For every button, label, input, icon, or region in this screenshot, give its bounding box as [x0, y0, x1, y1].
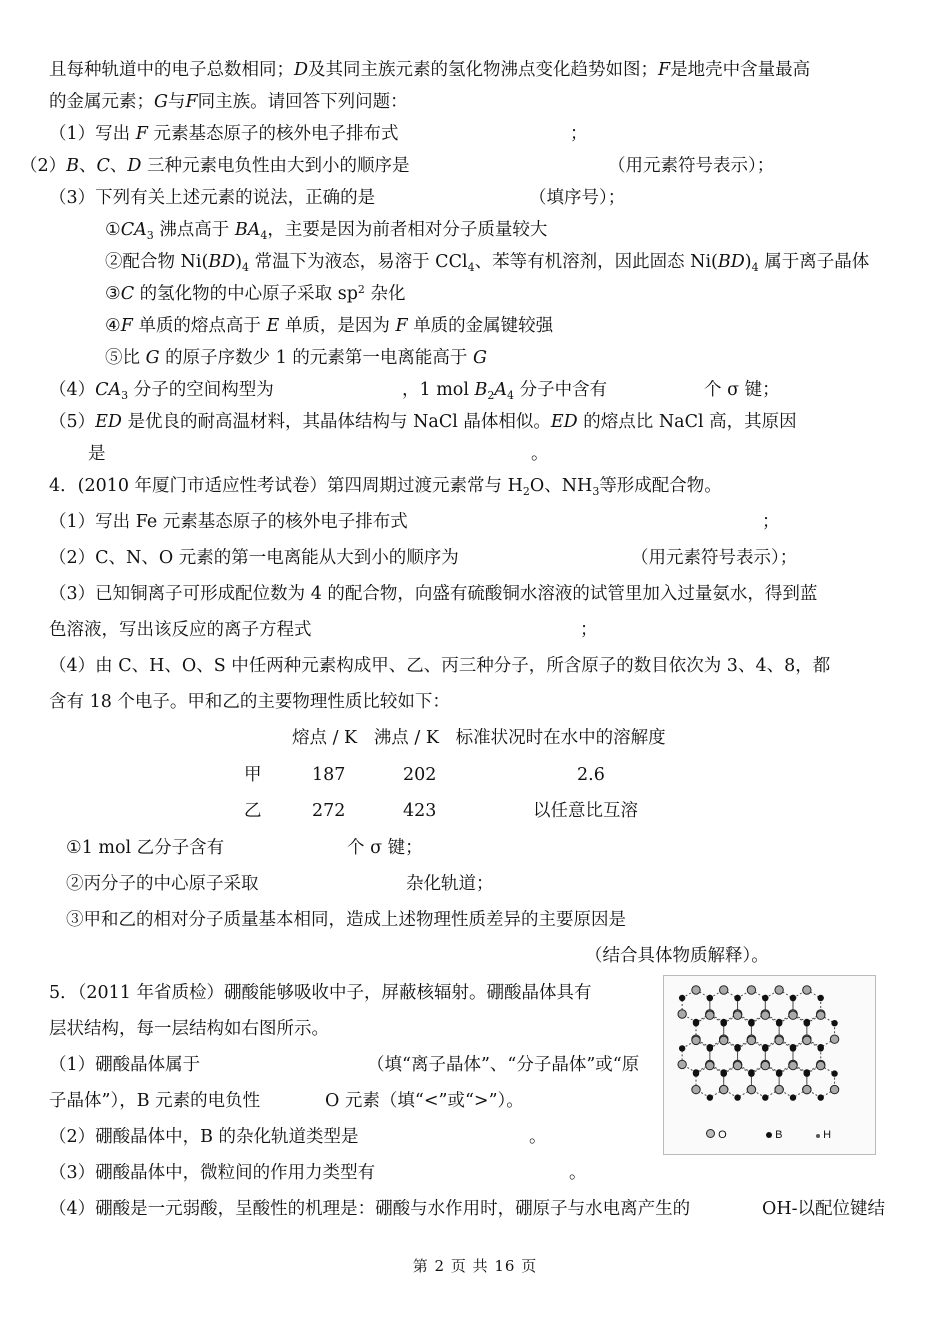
- question-line: 含有 18 个电子。甲和乙的主要物理性质比较如下：: [49, 692, 450, 712]
- page-footer: 第 2 页 共 16 页: [412, 1257, 538, 1275]
- boron-atom: [776, 1020, 782, 1026]
- oxygen-atom: [775, 1085, 783, 1093]
- option-line: ⑤比 G 的原子序数少 1 的元素第一电离能高于 G: [105, 348, 487, 368]
- oxygen-atom: [830, 1035, 838, 1043]
- oxygen-atom: [692, 1085, 700, 1093]
- oxygen-atom: [720, 1085, 728, 1093]
- question-heading: 5．（2011 年省质检）硼酸能够吸收中子，屏蔽核辐射。硼酸晶体具有: [49, 983, 592, 1003]
- legend-hydrogen: H: [823, 1129, 832, 1141]
- question-line: （4）硼酸是一元弱酸，呈酸性的机理是：硼酸与水作用时，硼原子与水电离产生的 OH-以配位键结: [49, 1199, 886, 1219]
- boron-atom: [679, 995, 685, 1001]
- option-line: ④F 单质的熔点高于 E 单质，是因为 F 单质的金属键较强: [105, 316, 554, 336]
- oxygen-atom: [830, 1085, 838, 1093]
- question-line: （3）下列有关上述元素的说法，正确的是 （填序号）；: [49, 188, 626, 208]
- boron-atom: [804, 1070, 810, 1076]
- oxygen-atom: [678, 1060, 686, 1068]
- table-header: 熔点 / K 沸点 / K 标准状况时在水中的溶解度: [292, 728, 666, 748]
- boron-atom: [707, 1094, 713, 1100]
- legend-oxygen: O: [718, 1129, 727, 1141]
- boron-atom: [693, 1020, 699, 1026]
- option-line: ②配合物 $Ni(BD)_4$ 常温下为液态，易溶于 CCl$_4$、苯等有机溶剂，因此固态 $Ni(BD)_4$ 属于离子晶体: [105, 252, 870, 274]
- boric-acid-structure-figure: [663, 975, 876, 1155]
- oxygen-atom: [817, 1011, 825, 1019]
- text-line: 且每种轨道中的电子总数相同；D及其同主族元素的氢化物沸点变化趋势如图；F是地壳中含量最高: [49, 60, 811, 80]
- oxygen-atom: [747, 986, 755, 994]
- question-line: 是 。: [88, 444, 549, 464]
- boron-atom: [762, 1094, 768, 1100]
- question-line: （2）C、N、O 元素的第一电离能从大到小的顺序为 （用元素符号表示）；: [49, 548, 798, 568]
- sub-question-line: ②丙分子的中心原子采取 杂化轨道；: [66, 874, 494, 894]
- boron-atom: [818, 1094, 824, 1100]
- boron-atom: [790, 995, 796, 1001]
- boron-atom: [734, 1094, 740, 1100]
- oxygen-atom: [706, 1061, 714, 1069]
- sub-question-line: （结合具体物质解释）。: [585, 946, 769, 966]
- legend-boron: B: [775, 1129, 783, 1141]
- boron-atom: [804, 1020, 810, 1026]
- oxygen-atom: [747, 1085, 755, 1093]
- question-line: （2）B、C、D 三种元素电负性由大到小的顺序是 （用元素符号表示）；: [20, 156, 775, 176]
- oxygen-atom: [733, 1011, 741, 1019]
- boron-atom: [693, 1070, 699, 1076]
- question-line: （5）ED 是优良的耐高温材料，其晶体结构与 NaCl 晶体相似。ED 的熔点比 NaCl 高，其原因: [49, 412, 797, 432]
- oxygen-atom: [803, 1085, 811, 1093]
- question-line: （1）写出 F 元素基态原子的核外电子排布式 ；: [49, 124, 588, 144]
- question-line: （3）已知铜离子可形成配位数为 4 的配合物，向盛有硫酸铜水溶液的试管里加入过量氨水，得到蓝: [49, 584, 818, 604]
- oxygen-atom: [706, 1011, 714, 1019]
- boron-atom: [707, 1045, 713, 1051]
- oxygen-atom: [789, 1061, 797, 1069]
- question-line: $(4)CA_3$ 分子的空间构型为 ，1 mol $B_2A_4$ 分子中含有 个 σ 键；: [49, 380, 780, 402]
- oxygen-atom: [761, 1011, 769, 1019]
- oxygen-atom: [720, 1036, 728, 1044]
- oxygen-atom: [692, 986, 700, 994]
- question-heading: 4．(2010 年厦门市适应性考试卷）第四周期过渡元素常与 $H_2O$、$NH_3$等形成配合物。: [49, 476, 722, 498]
- oxygen-atom: [789, 1011, 797, 1019]
- boron-atom: [762, 995, 768, 1001]
- oxygen-atom: [678, 1010, 686, 1018]
- oxygen-atom: [803, 1036, 811, 1044]
- oxygen-atom: [747, 1036, 755, 1044]
- boron-atom: [818, 1045, 824, 1051]
- question-line: （1）硼酸晶体属于 （填“离子晶体”、“分子晶体”或“原: [49, 1055, 640, 1075]
- boron-atom: [818, 995, 824, 1001]
- boron-atom: [831, 1020, 837, 1026]
- question-line: 子晶体”），B 元素的电负性 O 元素（填“<”或“>”）。: [49, 1091, 524, 1111]
- boron-atom: [707, 995, 713, 1001]
- boron-atom: [748, 1070, 754, 1076]
- oxygen-atom: [803, 986, 811, 994]
- boron-atom: [748, 1020, 754, 1026]
- boron-atom: [831, 1070, 837, 1076]
- oxygen-atom: [817, 1061, 825, 1069]
- sub-question-line: ③甲和乙的相对分子质量基本相同，造成上述物理性质差异的主要原因是: [66, 910, 626, 930]
- option-line: ③C 的氢化物的中心原子采取 $sp^2$ 杂化: [105, 283, 406, 304]
- question-line: 色溶液，写出该反应的离子方程式 ；: [49, 620, 598, 640]
- oxygen-atom: [692, 1036, 700, 1044]
- boron-atom: [721, 1020, 727, 1026]
- text-line: 的金属元素；G与F同主族。请回答下列问题：: [49, 92, 408, 112]
- boron-atom: [679, 1045, 685, 1051]
- boron-atom: [790, 1045, 796, 1051]
- question-line: （2）硼酸晶体中，B 的杂化轨道类型是 。: [49, 1127, 547, 1147]
- option-line: $①CA_3$ 沸点高于 $BA_4$，主要是因为前者相对分子质量较大: [105, 220, 548, 242]
- question-line: 层状结构，每一层结构如右图所示。: [49, 1019, 329, 1039]
- question-line: （4）由 C、H、O、S 中任两种元素构成甲、乙、丙三种分子，所含原子的数目依次为 3、4、8，都: [49, 656, 831, 676]
- question-line: （3）硼酸晶体中，微粒间的作用力类型有 。: [49, 1163, 587, 1183]
- hydrogen-bond-ring: [807, 1066, 835, 1098]
- oxygen-atom: [720, 986, 728, 994]
- boron-atom: [762, 1045, 768, 1051]
- question-line: （1）写出 Fe 元素基态原子的核外电子排布式 ；: [49, 512, 780, 532]
- oxygen-atom: [761, 1061, 769, 1069]
- boron-atom: [776, 1070, 782, 1076]
- boron-atom: [790, 1094, 796, 1100]
- oxygen-atom: [775, 1036, 783, 1044]
- boron-atom: [734, 995, 740, 1001]
- boric-acid-lattice-diagram: [664, 976, 875, 1154]
- boron-atom: [734, 1045, 740, 1051]
- boron-atom: [721, 1070, 727, 1076]
- sub-question-line: ①1 mol 乙分子含有 个 σ 键；: [66, 838, 423, 858]
- oxygen-atom: [775, 986, 783, 994]
- oxygen-atom: [733, 1061, 741, 1069]
